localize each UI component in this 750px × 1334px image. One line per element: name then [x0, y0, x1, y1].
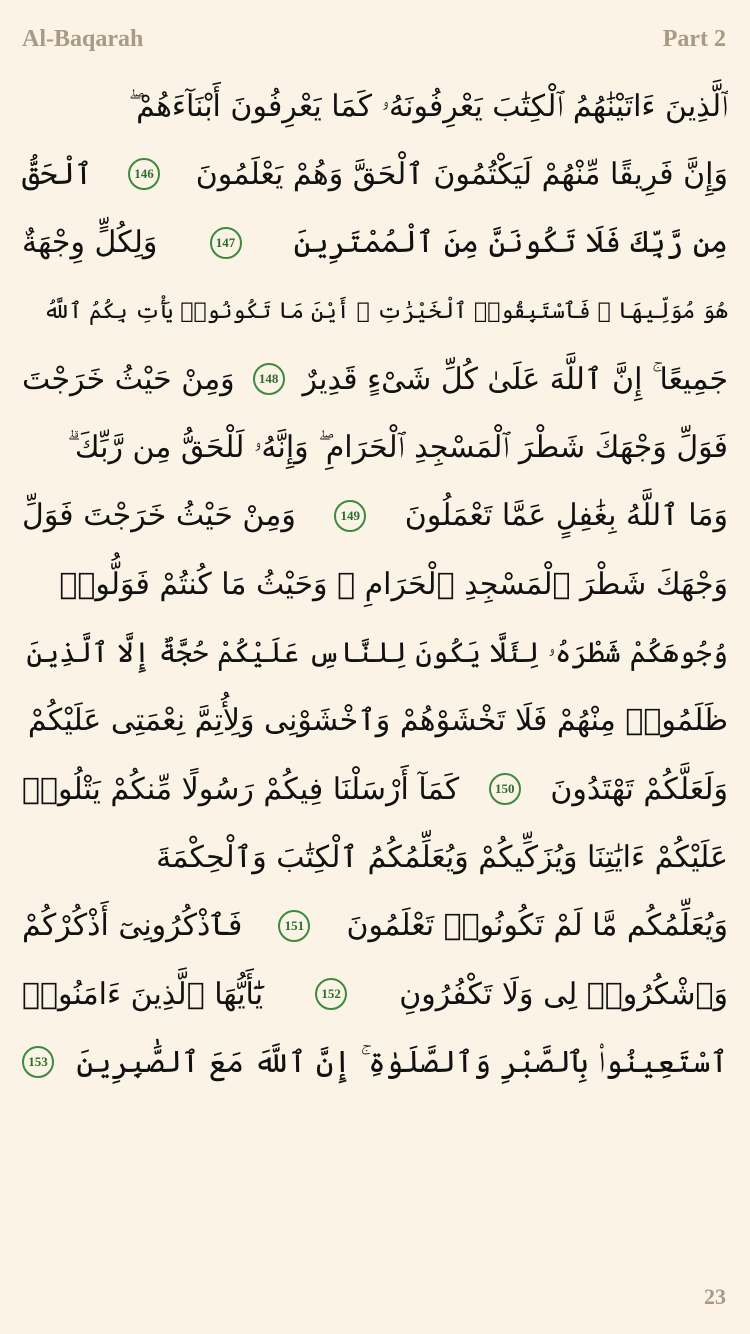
verse-text: وَجْهَكَ شَطْرَ ٱلْمَسْجِدِ ٱلْحَرَامِ ۚ وَحَيْثُ مَا كُنتُمْ فَوَلُّوا۟ [59, 566, 728, 602]
verse-text: يَٰٓأَيُّهَا ٱلَّذِينَ ءَامَنُوا۟ [22, 976, 264, 1012]
verse-number-marker: 152 [315, 978, 347, 1010]
verse-text: جَمِيعًا ۚ إِنَّ ٱللَّهَ عَلَىٰ كُلِّ شَىْءٍ قَدِيرٌ [302, 361, 728, 397]
verse-text: عَلَيْكُمْ ءَايَٰتِنَا وَيُزَكِّيكُمْ وَيُعَلِّمُكُمُ ٱلْكِتَٰبَ وَٱلْحِكْمَةَ [156, 839, 728, 875]
verse-number-marker: 148 [253, 363, 285, 395]
verse-text: مِن رَّبِّكَ فَلَا تَكُونَنَّ مِنَ ٱلْمُمْتَرِينَ [293, 225, 728, 261]
verse-text: وَٱشْكُرُوا۟ لِى وَلَا تَكْفُرُونِ [399, 976, 728, 1012]
text-line [22, 618, 728, 686]
verse-text: ٱلَّذِينَ ءَاتَيْنَٰهُمُ ٱلْكِتَٰبَ يَعْرِفُونَهُۥ كَمَا يَعْرِفُونَ أَبْنَآءَهُمْ ۖ [128, 88, 728, 124]
text-line [22, 1028, 728, 1096]
verse-text: وَلَعَلَّكُمْ تَهْتَدُونَ [550, 771, 728, 807]
text-line [22, 550, 728, 618]
text-line [22, 413, 728, 481]
surah-name: Al-Baqarah [22, 26, 144, 52]
verse-text: ٱسْتَعِينُوا۟ بِٱلصَّبْرِ وَٱلصَّلَوٰةِ ۚ إِنَّ ٱللَّهَ مَعَ ٱلصَّٰبِرِينَ [76, 1044, 728, 1080]
verse-text: فَٱذْكُرُونِىٓ أَذْكُرْكُمْ [22, 908, 243, 944]
part-label: Part 2 [662, 26, 726, 52]
text-line [22, 755, 728, 823]
text-line [22, 960, 728, 1028]
verse-text: ظَلَمُوا۟ مِنْهُمْ فَلَا تَخْشَوْهُمْ وَٱخْشَوْنِى وَلِأُتِمَّ نِعْمَتِى عَلَيْكُمْ [27, 703, 728, 739]
text-line [22, 687, 728, 755]
verse-text: وَلِكُلٍّ وِجْهَةٌ [22, 225, 158, 261]
verse-number-marker: 151 [278, 910, 310, 942]
verse-text: فَوَلِّ وَجْهَكَ شَطْرَ ٱلْمَسْجِدِ ٱلْحَرَامِ ۖ وَإِنَّهُۥ لَلْحَقُّ مِن رَّبِّكَ ۗ [67, 430, 728, 466]
verse-text: وَمِنْ حَيْثُ خَرَجْتَ [22, 361, 235, 397]
verse-text: وَإِنَّ فَرِيقًا مِّنْهُمْ لَيَكْتُمُونَ ٱلْحَقَّ وَهُمْ يَعْلَمُونَ [195, 156, 728, 192]
text-line [22, 277, 728, 345]
verse-number-marker: 150 [489, 773, 521, 805]
verse-number-marker: 149 [334, 500, 366, 532]
text-line [22, 482, 728, 550]
verse-text: ٱلْحَقُّ [22, 156, 93, 192]
verse-number-marker: 147 [210, 227, 242, 259]
verse-text: وَيُعَلِّمُكُم مَّا لَمْ تَكُونُوا۟ تَعْلَمُونَ [346, 908, 728, 944]
text-line [22, 892, 728, 960]
verse-text: وَمِنْ حَيْثُ خَرَجْتَ فَوَلِّ [22, 498, 296, 534]
text-line [22, 823, 728, 891]
verse-text: وَمَا ٱللَّهُ بِغَٰفِلٍ عَمَّا تَعْمَلُونَ [404, 498, 728, 534]
verse-number-marker: 153 [22, 1046, 54, 1078]
verse-text: كَمَآ أَرْسَلْنَا فِيكُمْ رَسُولًا مِّنكُمْ يَتْلُوا۟ [22, 771, 460, 807]
quran-page-text [22, 72, 728, 1096]
verse-text: وُجُوهَكُمْ شَطْرَهُۥ لِئَلَّا يَكُونَ لِلنَّاسِ عَلَيْكُمْ حُجَّةٌ إِلَّا ٱلَّذِينَ [26, 635, 728, 669]
text-line [22, 72, 728, 140]
page-number: 23 [704, 1284, 726, 1309]
text-line [22, 345, 728, 413]
verse-number-marker: 146 [128, 158, 160, 190]
verse-text: هُوَ مُوَلِّيهَا ۖ فَٱسْتَبِقُوا۟ ٱلْخَيْرَٰتِ ۚ أَيْنَ مَا تَكُونُوا۟ يَأْتِ بِكُمُ ٱللَّهُ [43, 298, 728, 324]
text-line [22, 209, 728, 277]
text-line [22, 140, 728, 208]
